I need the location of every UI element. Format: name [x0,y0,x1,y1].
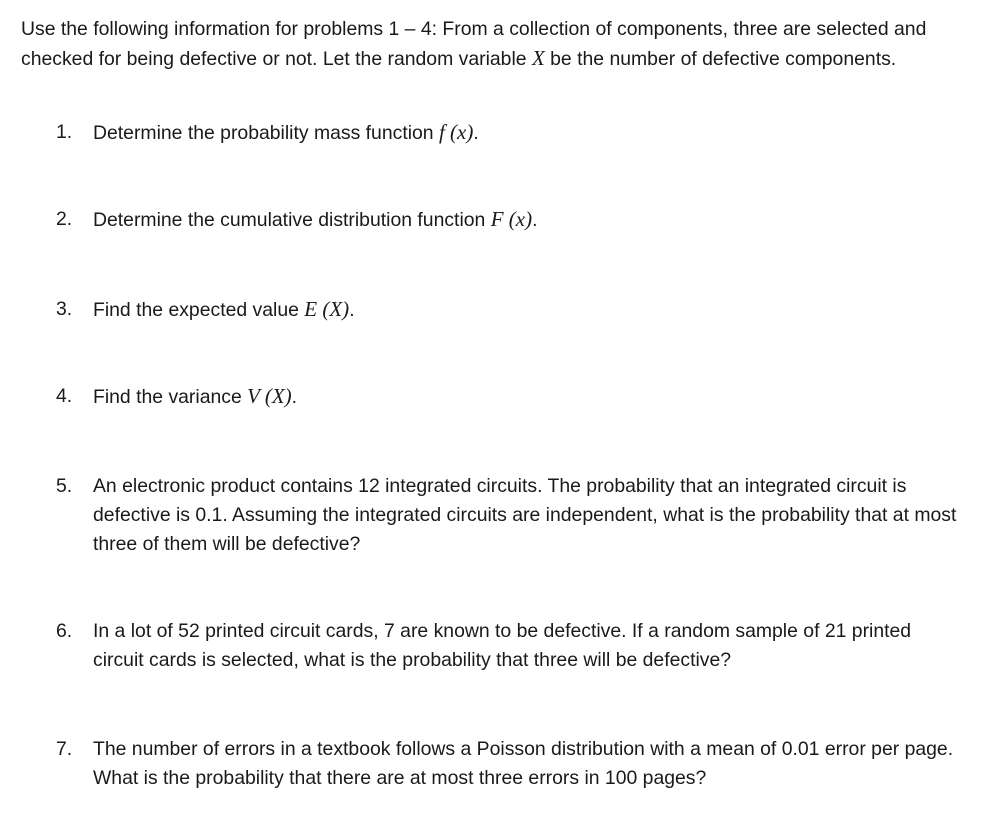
problem-3-text: Find the expected value [93,299,305,321]
problem-text [93,382,961,412]
problem-number: 5. [56,475,73,497]
problem-text [93,295,961,325]
problem-number: 3. [56,298,73,320]
problem-number: 7. [56,738,73,760]
problem-number: 6. [56,620,73,642]
problem-1-period: . [473,122,479,144]
problem-number: 4. [56,385,73,407]
problem-text: In a lot of 52 printed circuit cards, 7 are known to be defective. If a random sample of 21 printed circuit cards is selected, what is the probability that three will be defective? [93,620,912,671]
problem-text: The number of errors in a textbook follows a Poisson distribution with a mean of 0.01 error per page. What is the probability that there are at most three errors in 100 pages? [93,738,954,789]
problem-number: 1. [56,121,73,143]
problem-4-math: V (X) [247,384,292,408]
problem-4-period: . [291,386,298,408]
problem-1-text: Determine the probability mass function [93,122,439,144]
intro-text-start: Use the following information for problems 1 – 4: From a collection of components, three are selected and checked for being defective or not. Let the random variable [21,18,927,70]
problem-1-math: f (x) [438,120,474,144]
intro-text-end: be the number of defective components. [544,48,897,70]
intro-paragraph [21,15,961,74]
problem-2-period: . [532,209,538,231]
random-variable-x: X [531,46,545,70]
problem-number: 2. [56,208,73,230]
problem-3-period: . [349,299,355,321]
problem-text: An electronic product contains 12 integrated circuits. The probability that an integrated circuit is defective is 0.1. Assuming the integrated circuits are independent, what is the probability that at most three of them will be defective? [93,475,957,555]
problem-3-math: E (X) [304,297,350,321]
problem-text [93,205,961,235]
problem-2-math: F (x) [490,207,533,231]
problem-4-text: Find the variance [93,386,248,408]
problem-text [93,118,961,148]
problem-2-text: Determine the cumulative distribution function [93,209,491,231]
